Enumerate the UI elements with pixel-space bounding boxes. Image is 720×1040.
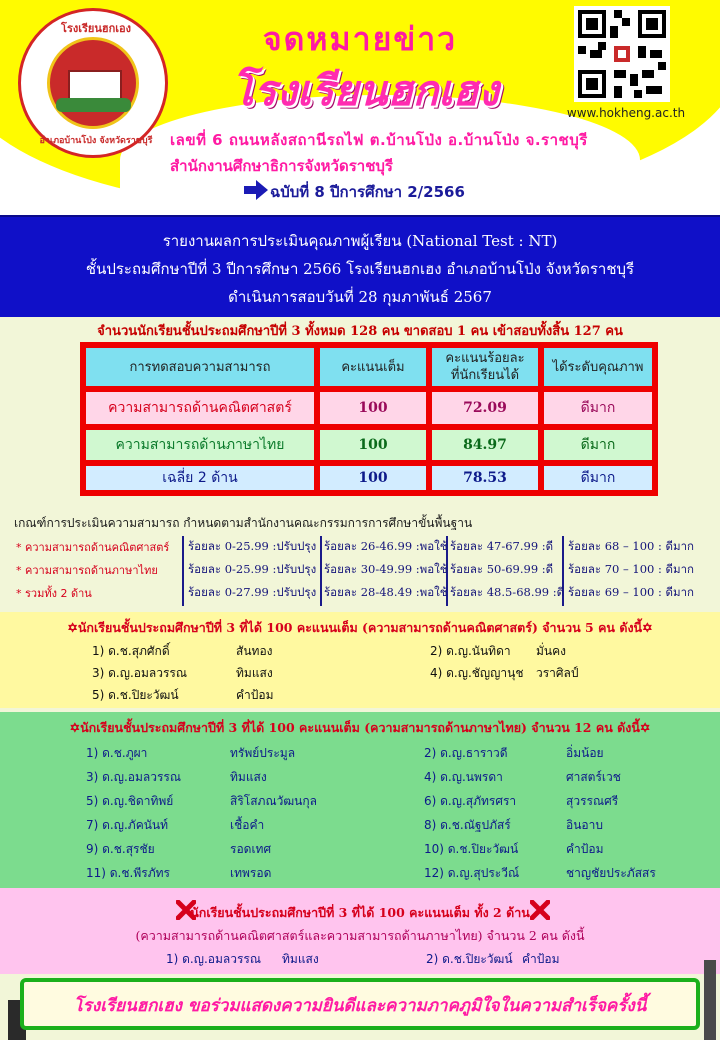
- star-icon: ✡: [67, 620, 78, 635]
- list-item: 7) ด.ญ.ภัคนันท์: [86, 818, 169, 832]
- both-section-title: นักเรียนชั้นประถมศึกษาปีที่ 3 ที่ได้ 100 คะแนนเต็ม ทั้ง 2 ด้าน: [190, 905, 530, 920]
- criteria-subject: * รวมทั้ง 2 ด้าน: [16, 587, 92, 600]
- list-item: 10) ด.ช.ปิยะวัฒน์: [424, 842, 519, 856]
- criteria-range: ร้อยละ 28-48.49 :พอใช้: [324, 585, 448, 599]
- criteria-range: ร้อยละ 70 – 100 : ดีมาก: [568, 562, 695, 576]
- star-icon: ✡: [69, 720, 81, 735]
- list-item: 4) ด.ญ.นพรดา: [424, 770, 503, 784]
- list-item: ชาญชัยประภัสสร: [566, 866, 656, 880]
- list-item: 5) ด.ญ.ชิดาทิพย์: [86, 794, 174, 808]
- results-table: [80, 342, 658, 496]
- table-header-percent: คะแนนร้อยละ ที่นักเรียนได้: [432, 348, 538, 386]
- list-item: มั่นคง: [536, 644, 566, 658]
- list-item: คำป้อม: [566, 842, 604, 856]
- education-office: สำนักงานศึกษาธิการจังหวัดราชบุรี: [170, 157, 393, 175]
- criteria-range: ร้อยละ 69 – 100 : ดีมาก: [568, 585, 695, 599]
- list-item: วราศิลป์: [536, 666, 579, 680]
- banner-line-2: ชั้นประถมศึกษาปีที่ 3 ปีการศึกษา 2566 โรงเรียนฮกเฮง อำเภอบ้านโป่ง จังหวัดราชบุรี: [85, 260, 635, 278]
- list-item: ทิมแสง: [282, 952, 319, 966]
- list-item: คำป้อม: [236, 688, 274, 702]
- qr-code-icon[interactable]: [574, 6, 670, 102]
- congratulations-banner: [20, 978, 700, 1030]
- math-section-title: ✡นักเรียนชั้นประถมศึกษาปีที่ 3 ที่ได้ 100 คะแนนเต็ม (ความสามารถด้านคณิตศาสตร์) จำนวน 5 คน ดังนี้✡: [67, 620, 653, 635]
- criteria-range: ร้อยละ 0-25.99 :ปรับปรุง: [188, 539, 317, 553]
- table-header-test: การทดสอบความสามารถ: [86, 348, 314, 386]
- criteria-title: เกณฑ์การประเมินความสามารถ กำหนดตามสำนักงานคณะกรรมการการศึกษาขั้นพื้นฐาน: [14, 516, 473, 530]
- criteria-divider: [182, 536, 184, 606]
- table-row-math-percent: 72.09: [432, 392, 538, 424]
- criteria-range: ร้อยละ 0-27.99 :ปรับปรุง: [188, 585, 317, 599]
- list-item: 3) ด.ญ.อมลวรรณ: [86, 770, 182, 784]
- table-row-math-full: 100: [320, 392, 426, 424]
- criteria-range: ร้อยละ 50-69.99 :ดี: [450, 562, 554, 576]
- list-item: 5) ด.ช.ปิยะวัฒน์: [92, 688, 179, 702]
- table-header-level: ได้ระดับคุณภาพ: [544, 348, 652, 386]
- school-logo: [18, 8, 168, 158]
- list-item: 1) ด.ญ.อมลวรรณ: [166, 952, 262, 966]
- logo-top-text: โรงเรียนฮกเอง: [61, 22, 131, 35]
- table-row-thai-percent: 84.97: [432, 430, 538, 460]
- table-row-average-level: ดีมาก: [544, 466, 652, 490]
- list-item: เชื้อคำ: [230, 818, 265, 832]
- criteria-divider: [320, 536, 322, 606]
- criteria-range: ร้อยละ 26-46.99 :พอใช้: [324, 539, 448, 553]
- list-item: 8) ด.ช.ณัฐปภัสร์: [424, 818, 511, 832]
- arrow-right-icon: [244, 180, 268, 200]
- issue-number: ฉบับที่ 8 ปีการศึกษา 2/2566: [270, 183, 465, 201]
- list-item: อินอาบ: [566, 818, 603, 832]
- footer-shadow: [704, 960, 716, 1040]
- list-item: 2) ด.ช.ปิยะวัฒน์: [426, 952, 513, 966]
- criteria-range: ร้อยละ 48.5-68.99 :ดี: [450, 585, 565, 599]
- list-item: อิ่มน้อย: [566, 746, 604, 760]
- list-item: ทิมแสง: [236, 666, 273, 680]
- criteria-range: ร้อยละ 30-49.99 :พอใช้: [324, 562, 448, 576]
- congratulations-text: โรงเรียนฮกเฮง ขอร่วมแสดงความยินดีและความภาคภูมิใจในความสำเร็จครั้งนี้: [73, 996, 647, 1016]
- list-item: 6) ด.ญ.สุภัทรศรา: [424, 794, 517, 808]
- table-header-full: คะแนนเต็ม: [320, 348, 426, 386]
- banner-line-1: รายงานผลการประเมินคุณภาพผู้เรียน (National Test : NT): [162, 232, 558, 250]
- logo-ground-shape: [56, 98, 131, 112]
- table-row-average-full: 100: [320, 466, 426, 490]
- list-item: คำป้อม: [522, 952, 560, 966]
- banner-line-3: ดำเนินการสอบวันที่ 28 กุมภาพันธ์ 2567: [228, 288, 492, 306]
- logo-bottom-text: อำเภอบ้านโป่ง จังหวัดราชบุรี: [39, 136, 153, 146]
- table-row-average-percent: 78.53: [432, 466, 538, 490]
- thai-section-title: ✡นักเรียนชั้นประถมศึกษาปีที่ 3 ที่ได้ 100 คะแนนเต็ม (ความสามารถด้านภาษาไทย) จำนวน 12 คน ดังนี้✡: [69, 720, 651, 735]
- school-address: เลขที่ 6 ถนนหลังสถานีรถไฟ ต.บ้านโป่ง อ.บ้านโป่ง จ.ราชบุรี: [170, 131, 588, 149]
- list-item: 9) ด.ช.สุรชัย: [86, 842, 155, 856]
- list-item: 1) ด.ช.ภูผา: [86, 746, 148, 760]
- newsletter-title: จดหมายข่าว: [262, 20, 458, 58]
- criteria-subject: * ความสามารถด้านคณิตศาสตร์: [16, 541, 170, 554]
- list-item: เทพรอด: [230, 866, 272, 880]
- school-building-icon: [68, 70, 122, 100]
- table-row-thai-label: ความสามารถด้านภาษาไทย: [86, 430, 314, 460]
- both-section-subtitle: (ความสามารถด้านคณิตศาสตร์และความสามารถด้านภาษาไทย) จำนวน 2 คน ดังนี้: [135, 928, 585, 943]
- table-row-math-label: ความสามารถด้านคณิตศาสตร์: [86, 392, 314, 424]
- table-row-math-level: ดีมาก: [544, 392, 652, 424]
- criteria-range: ร้อยละ 0-25.99 :ปรับปรุง: [188, 562, 317, 576]
- list-item: สันทอง: [236, 644, 273, 658]
- list-item: ศาสตร์เวช: [566, 770, 621, 784]
- student-count-line: จำนวนนักเรียนชั้นประถมศึกษาปีที่ 3 ทั้งหมด 128 คน ขาดสอบ 1 คน เข้าสอบทั้งสิ้น 127 คน: [97, 324, 623, 339]
- list-item: สิริโสภณวัฒนกุล: [230, 794, 317, 808]
- criteria-range: ร้อยละ 47-67.99 :ดี: [450, 539, 554, 553]
- list-item: 3) ด.ญ.อมลวรรณ: [92, 666, 188, 680]
- school-name-title: โรงเรียนฮกเฮง: [231, 66, 499, 115]
- list-item: 12) ด.ญ.สุประวีณ์: [424, 866, 520, 880]
- star-icon: ✡: [639, 720, 651, 735]
- list-item: รอดเทศ: [230, 842, 272, 856]
- criteria-range: ร้อยละ 68 – 100 : ดีมาก: [568, 539, 695, 553]
- list-item: 1) ด.ช.สุภศักดิ์: [92, 644, 170, 658]
- list-item: ทิมแสง: [230, 770, 267, 784]
- list-item: สุวรรณศรี: [566, 794, 619, 808]
- list-item: 11) ด.ช.พีรภัทร: [86, 866, 170, 880]
- table-row-thai-full: 100: [320, 430, 426, 460]
- star-icon: ✡: [642, 620, 653, 635]
- table-row-thai-level: ดีมาก: [544, 430, 652, 460]
- logo-emblem: [47, 37, 139, 129]
- list-item: ทรัพย์ประมูล: [230, 746, 296, 760]
- criteria-subject: * ความสามารถด้านภาษาไทย: [16, 564, 158, 577]
- list-item: 2) ด.ญ.นันทิดา: [430, 644, 511, 658]
- report-banner: [0, 215, 720, 317]
- table-row-average-label: เฉลี่ย 2 ด้าน: [86, 466, 314, 490]
- school-website[interactable]: www.hokheng.ac.th: [566, 106, 686, 120]
- list-item: 4) ด.ญ.ชัญญานุช: [430, 666, 524, 680]
- list-item: 2) ด.ญ.ธาราวดี: [424, 746, 508, 760]
